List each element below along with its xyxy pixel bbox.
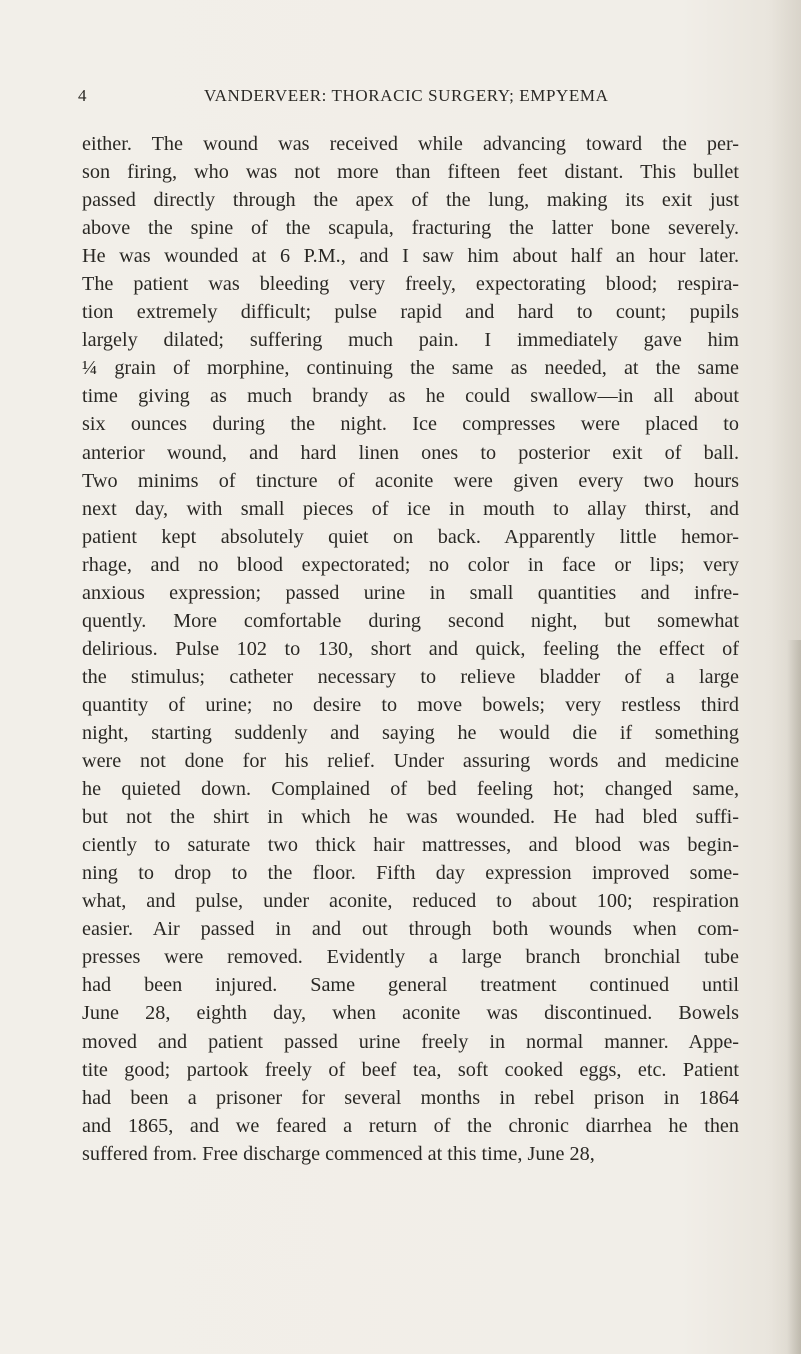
text-line: delirious. Pulse 102 to 130, short and quick, feeling the effect of (82, 637, 739, 660)
running-head-title: VANDERVEER: THORACIC SURGERY; EMPYEMA (204, 86, 609, 105)
page-edge-shadow (787, 640, 801, 1354)
text-line: rhage, and no blood expectorated; no color in face or lips; very (82, 553, 739, 576)
text-line: were not done for his relief. Under assuring words and medicine (82, 750, 739, 773)
text-line: son firing, who was not more than fifteen feet distant. This bullet (82, 161, 739, 184)
text-line: June 28, eighth day, when aconite was discontinued. Bowels (82, 1002, 739, 1025)
text-line: night, starting suddenly and saying he would die if something (82, 721, 739, 744)
text-line: presses were removed. Evidently a large branch bronchial tube (82, 946, 739, 969)
text-line: largely dilated; suffering much pain. I immediately gave him (82, 329, 739, 352)
text-line: easier. Air passed in and out through both wounds when com- (82, 918, 739, 941)
text-line: ciently to saturate two thick hair mattresses, and blood was begin- (82, 834, 739, 857)
text-line: six ounces during the night. Ice compresses were placed to (82, 413, 739, 436)
text-line: Two minims of tincture of aconite were given every two hours (82, 469, 739, 492)
text-line: had been a prisoner for several months in rebel prison in 1864 (82, 1086, 739, 1109)
text-line: he quieted down. Complained of bed feeling hot; changed same, (82, 778, 739, 801)
text-line: tion extremely difficult; pulse rapid and hard to count; pupils (82, 301, 739, 324)
text-line: anxious expression; passed urine in small quantities and infre- (82, 581, 739, 604)
text-line: but not the shirt in which he was wounded. He had bled suffi- (82, 806, 739, 829)
text-line: patient kept absolutely quiet on back. Apparently little hemor- (82, 525, 739, 548)
text-line: tite good; partook freely of beef tea, soft cooked eggs, etc. Patient (82, 1058, 739, 1081)
text-line: The patient was bleeding very freely, expectorating blood; respira- (82, 273, 739, 296)
page-number: 4 (78, 86, 88, 105)
text-line: above the spine of the scapula, fracturing the latter bone severely. (82, 217, 739, 240)
text-line: ning to drop to the floor. Fifth day expression improved some- (82, 862, 739, 885)
text-line: time giving as much brandy as he could swallow—in all about (82, 385, 739, 408)
text-line: quently. More comfortable during second night, but somewhat (82, 609, 739, 632)
text-line: ¼ grain of morphine, continuing the same as needed, at the same (82, 357, 739, 380)
text-line: what, and pulse, under aconite, reduced to about 100; respiration (82, 890, 739, 913)
text-line: anterior wound, and hard linen ones to posterior exit of ball. (82, 441, 739, 464)
running-head (78, 86, 758, 114)
text-line: suffered from. Free discharge commenced at this time, June 28, (82, 1142, 595, 1165)
text-line: next day, with small pieces of ice in mouth to allay thirst, and (82, 497, 739, 520)
body-paragraph (82, 130, 739, 1168)
text-line: passed directly through the apex of the lung, making its exit just (82, 189, 739, 212)
text-line: had been injured. Same general treatment continued until (82, 974, 739, 997)
text-line: moved and patient passed urine freely in normal manner. Appe- (82, 1030, 739, 1053)
text-line: quantity of urine; no desire to move bowels; very restless third (82, 693, 739, 716)
text-line: the stimulus; catheter necessary to relieve bladder of a large (82, 665, 739, 688)
text-line: and 1865, and we feared a return of the chronic diarrhea he then (82, 1114, 739, 1137)
text-line: He was wounded at 6 P.M., and I saw him about half an hour later. (82, 245, 739, 268)
text-line: either. The wound was received while advancing toward the per- (82, 133, 739, 155)
